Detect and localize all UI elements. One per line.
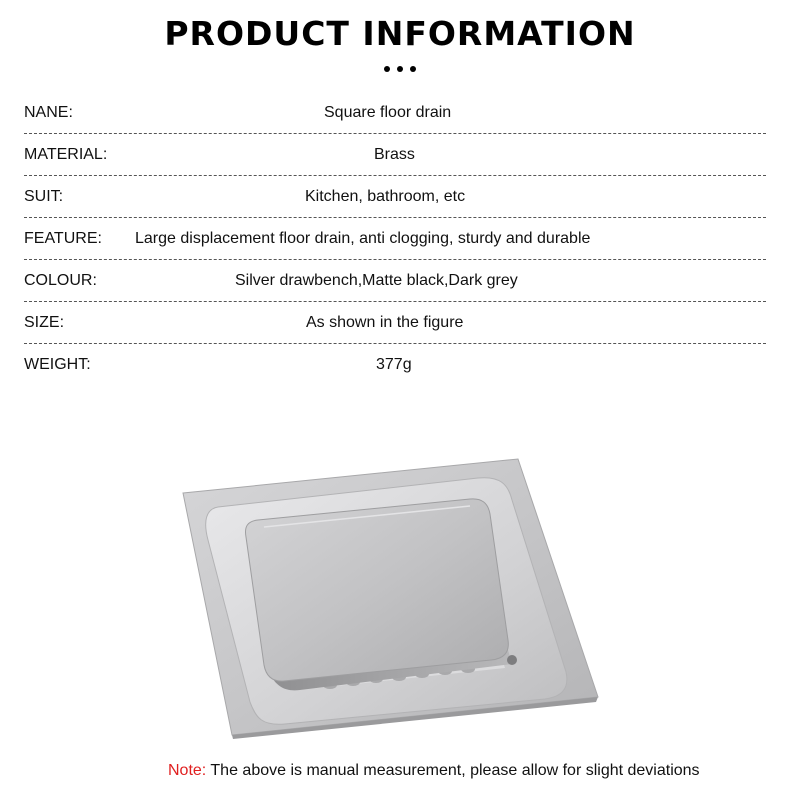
spec-value: Square floor drain (324, 104, 452, 121)
spec-label: NANE: (24, 104, 73, 121)
spec-label: COLOUR: (24, 272, 97, 289)
spec-value: As shown in the figure (306, 314, 464, 331)
disclaimer-note (168, 762, 700, 780)
side-screw (507, 655, 517, 665)
spec-value: Brass (374, 146, 415, 163)
note-text: The above is manual measurement, please allow for slight deviations (206, 762, 700, 779)
spec-value: Kitchen, bathroom, etc (305, 188, 466, 205)
spec-label: MATERIAL: (24, 146, 108, 163)
spec-label: SUIT: (24, 188, 64, 205)
spec-value: Large displacement floor drain, anti clogging, sturdy and durable (135, 230, 591, 247)
spec-label: FEATURE: (24, 230, 102, 247)
page-title: PRODUCT INFORMATION (164, 14, 636, 53)
spec-value: Silver drawbench,Matte black,Dark grey (235, 272, 518, 289)
spec-label: WEIGHT: (24, 356, 91, 373)
spec-value: 377g (376, 356, 412, 373)
drain-cap (246, 499, 509, 681)
spec-label: SIZE: (24, 314, 65, 331)
note-label: Note: (168, 762, 207, 779)
